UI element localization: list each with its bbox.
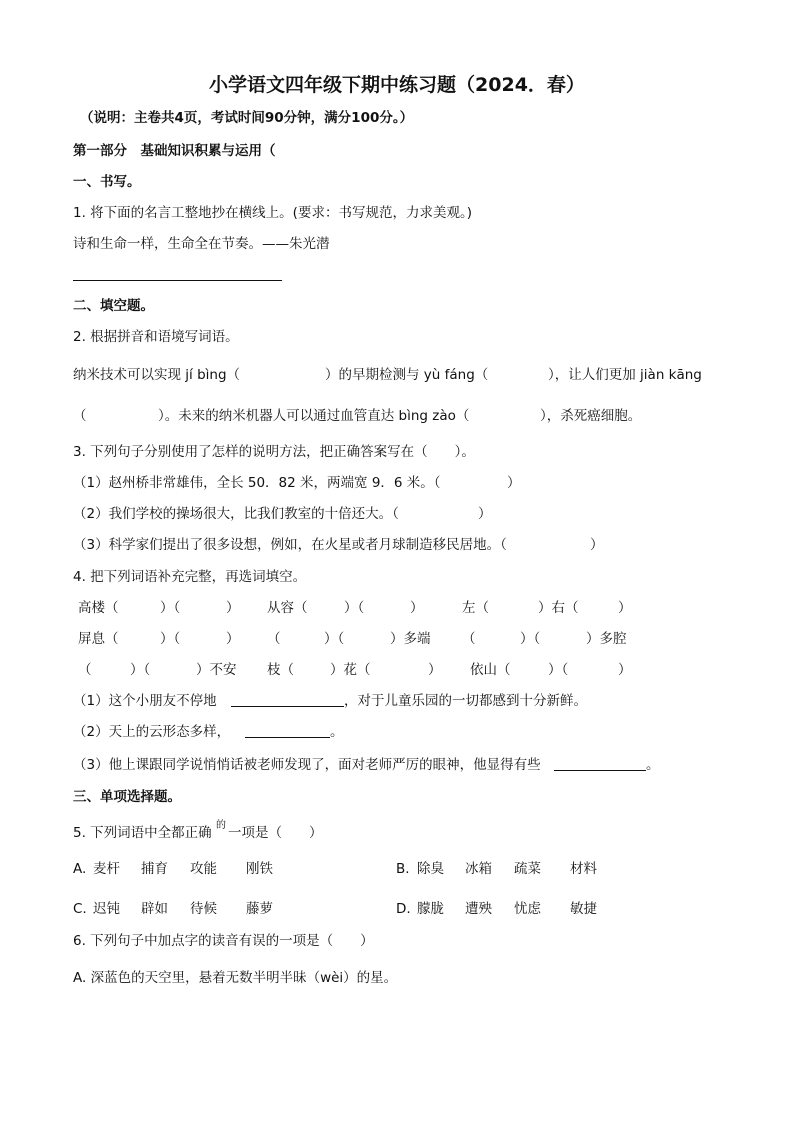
q4-prompt: 4. 把下列词语补充完整，再选词填空。	[73, 569, 307, 585]
q4-r3-c6: ）	[428, 662, 442, 678]
q3-prompt: 3. 下列句子分别使用了怎样的说明方法，把正确答案写在（ ）。	[73, 444, 475, 460]
q5-option-b-word1: 除臭	[417, 861, 444, 877]
q4-r2-c8: ）（	[520, 631, 541, 647]
q2-line1-part2: ）的早期检测与 yù fáng（	[325, 367, 489, 383]
q3-item3-close: ）	[590, 537, 604, 553]
q5-option-a-word2: 捕育	[141, 861, 168, 877]
q4-r3-c8: ）（	[548, 662, 569, 678]
q4-s2-blank[interactable]	[245, 737, 330, 738]
q5-option-d-word2: 遭殃	[465, 901, 492, 917]
q2-line1-part3: ），让人们更加 jiàn kāng	[548, 367, 702, 383]
q5-option-d-word3: 忧虑	[514, 901, 541, 917]
q4-r1-c7: 左（	[462, 600, 489, 616]
q5-prompt-part2: 一项是（ ）	[228, 825, 323, 841]
q5-option-a-word1: 麦杆	[93, 861, 120, 877]
q4-s3-part1: （3）他上课跟同学说悄悄话被老师发现了，面对老师严厉的眼神，他显得有些	[73, 757, 541, 773]
section3-heading: 三、单项选择题。	[73, 789, 181, 805]
q4-s2-part1: （2）天上的云形态多样，	[73, 724, 231, 740]
q1-prompt: 1. 将下面的名言工整地抄在横线上。(要求：书写规范，力求美观。)	[73, 205, 472, 221]
q5-option-d-label[interactable]: D.	[396, 901, 411, 917]
q5-option-c-word1: 迟钝	[93, 901, 120, 917]
q3-item3: （3）科学家们提出了很多设想，例如，在火星或者月球制造移民居地。（	[73, 537, 507, 553]
q2-prompt: 2. 根据拼音和语境写词语。	[73, 329, 239, 345]
q5-option-a-label[interactable]: A.	[73, 861, 87, 877]
q4-r2-c4: （	[267, 631, 281, 647]
q6-option-a[interactable]: A. 深蓝色的天空里，悬着无数半明半昧（wèi）的星。	[73, 970, 398, 986]
q4-r1-c4: 从容（	[267, 600, 308, 616]
q4-r3-c4: 枝（	[267, 662, 294, 678]
q4-r2-c7: （	[462, 631, 476, 647]
q2-line2-part3: ），杀死癌细胞。	[540, 408, 642, 424]
q3-item2-close: ）	[478, 506, 492, 522]
q2-line2-part2: ）。未来的纳米机器人可以通过血管直达 bìng zào（	[158, 408, 470, 424]
section2-heading: 二、填空题。	[73, 298, 154, 314]
part1-heading: 第一部分 基础知识积累与运用（	[73, 143, 276, 159]
q5-option-d-word4: 敏捷	[570, 901, 597, 917]
q5-option-b-word3: 疏菜	[514, 861, 541, 877]
q4-s3-part2: 。	[646, 757, 660, 773]
q3-item1: （1）赵州桥非常雄伟，全长 50．82 米，两端宽 9．6 米。（	[73, 475, 441, 491]
q5-prompt-de: 的	[216, 820, 226, 831]
q4-r3-c2: ）（	[130, 662, 151, 678]
q4-r1-c6: ）	[410, 600, 424, 616]
q5-prompt-part1: 5. 下列词语中全都正确	[73, 825, 212, 841]
page-title: 小学语文四年级下期中练习题（2024．春）	[209, 74, 585, 96]
q5-option-b-word2: 冰箱	[465, 861, 492, 877]
q4-s1-part2: ，对于儿童乐园的一切都感到十分新鲜。	[344, 693, 587, 709]
q5-option-c-word2: 辟如	[141, 901, 168, 917]
q4-r2-c9: ）多腔	[586, 631, 627, 647]
q4-r3-c9: ）	[618, 662, 632, 678]
q5-option-d-word1: 朦胧	[417, 901, 444, 917]
q4-r2-c1: 屏息（	[78, 631, 119, 647]
q4-r3-c7: 依山（	[470, 662, 511, 678]
q4-s1-part1: （1）这个小朋友不停地	[73, 693, 217, 709]
q3-item2: （2）我们学校的操场很大，比我们教室的十倍还大。（	[73, 506, 399, 522]
exam-note: （说明：主卷共4页，考试时间90分钟，满分100分。）	[80, 110, 414, 126]
q4-r1-c2: ）（	[160, 600, 181, 616]
q4-r1-c3: ）	[226, 600, 240, 616]
q3-item1-close: ）	[507, 475, 521, 491]
q2-line2-part1: （	[73, 408, 87, 424]
q6-prompt: 6. 下列句子中加点字的读音有误的一项是（ ）	[73, 933, 374, 949]
q4-r3-c5: ）花（	[330, 662, 371, 678]
q4-r1-c8: ）右（	[538, 600, 579, 616]
q5-option-b-label[interactable]: B.	[396, 861, 410, 877]
q4-r2-c3: ）	[226, 631, 240, 647]
q4-r3-c3: ）不安	[196, 662, 237, 678]
q4-r1-c5: ）（	[344, 600, 365, 616]
q5-option-b-word4: 材料	[570, 861, 597, 877]
q5-option-c-word3: 待候	[190, 901, 217, 917]
q4-r2-c6: ）多端	[390, 631, 431, 647]
q4-r1-c1: 高楼（	[78, 600, 119, 616]
q4-r2-c5: ）（	[324, 631, 345, 647]
q5-option-c-label[interactable]: C.	[73, 901, 87, 917]
q4-s2-part2: 。	[330, 724, 344, 740]
q5-option-a-word4: 刚铁	[246, 861, 273, 877]
q2-line1-part1: 纳米技术可以实现 jí bìng（	[73, 367, 241, 383]
q4-s1-blank[interactable]	[231, 706, 344, 707]
q1-answer-line[interactable]	[73, 280, 282, 281]
q4-r3-c1: （	[78, 662, 92, 678]
q4-s3-blank[interactable]	[554, 770, 646, 771]
q5-option-a-word3: 攻能	[190, 861, 217, 877]
q1-quote: 诗和生命一样，生命全在节奏。——朱光潜	[73, 236, 330, 252]
q5-option-c-word4: 藤萝	[246, 901, 273, 917]
q4-r2-c2: ）（	[160, 631, 181, 647]
q4-r1-c9: ）	[618, 600, 632, 616]
section1-heading: 一、书写。	[73, 174, 141, 190]
